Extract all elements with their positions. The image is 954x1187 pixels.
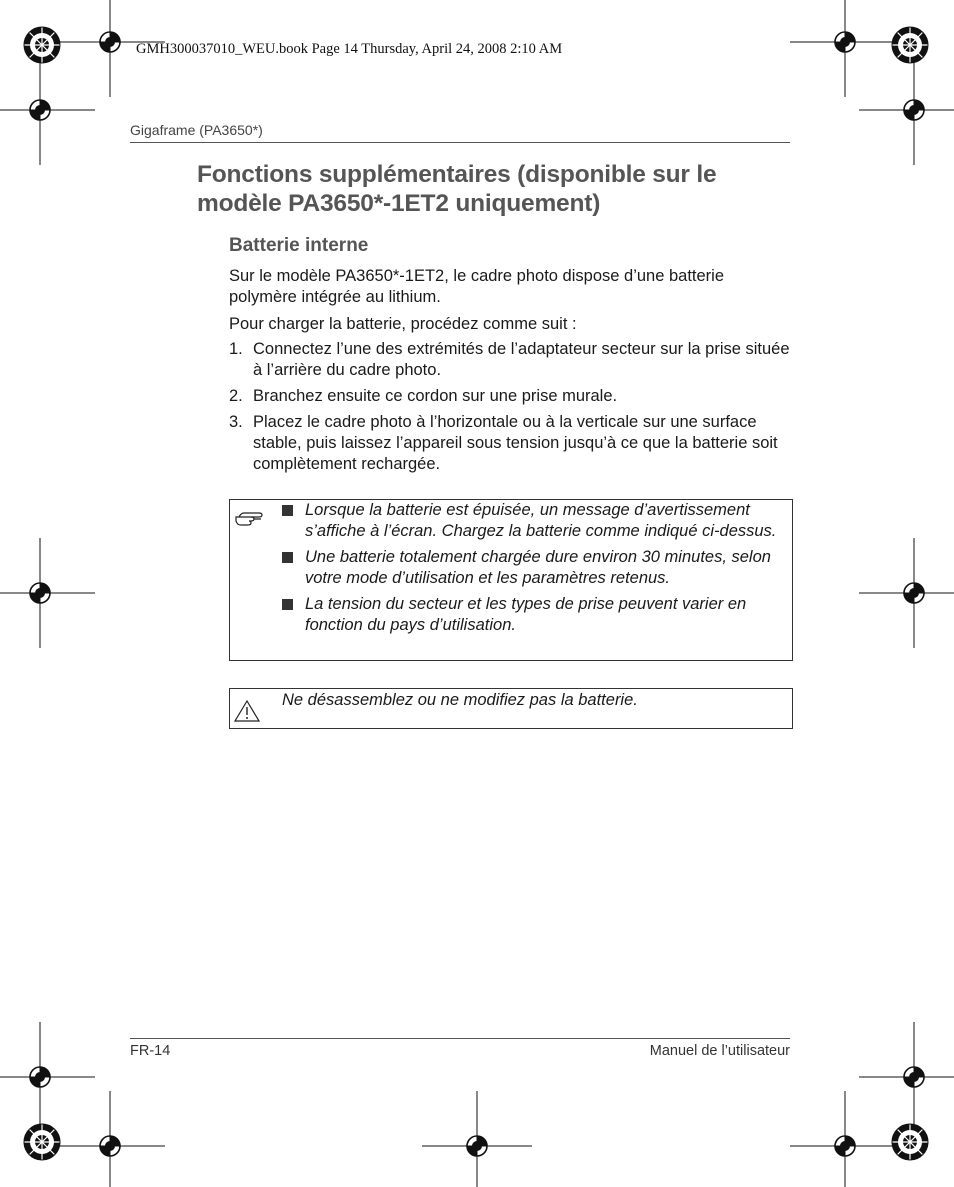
registration-mark-icon <box>859 1022 954 1132</box>
note-text: Lorsque la batterie est épuisée, un message d’avertissement s’affiche à l’écran. Chargez la batterie comme indiqué ci-dessus. <box>305 501 777 540</box>
color-target-icon <box>24 27 60 63</box>
warning-triangle-icon <box>234 699 260 723</box>
footer-title: Manuel de l’utilisateur <box>649 1043 790 1059</box>
list-item <box>229 412 794 475</box>
slug-line: GMH300037010_WEU.book Page 14 Thursday, April 24, 2008 2:10 AM <box>136 41 563 57</box>
registration-mark-icon <box>859 55 954 165</box>
page-number: FR-14 <box>130 1043 171 1059</box>
registration-mark-icon <box>859 538 954 648</box>
step-number: 3. <box>229 413 243 431</box>
registration-mark-icon <box>422 1091 532 1187</box>
registration-mark-icon <box>0 55 95 165</box>
page-title: Fonctions supplémentaires (disponible sur le modèle PA3650*-1ET2 uniquement) <box>197 161 717 217</box>
header-rule <box>130 142 790 143</box>
steps-list <box>229 339 794 480</box>
step-text: Branchez ensuite ce cordon sur une prise murale. <box>253 387 618 405</box>
list-item <box>229 339 794 381</box>
bullet-square-icon <box>282 599 293 610</box>
note-list <box>282 500 782 641</box>
color-target-icon <box>24 1124 60 1160</box>
note-text: La tension du secteur et les types de prise peuvent varier en fonction du pays d’utilisation. <box>305 595 747 634</box>
step-text: Connectez l’une des extrémités de l’adaptateur secteur sur la prise située à l’arrière du cadre photo. <box>253 340 790 379</box>
pointing-hand-icon <box>235 509 263 529</box>
step-number: 1. <box>229 340 243 358</box>
list-item <box>282 547 782 589</box>
running-head: Gigaframe (PA3650*) <box>130 122 263 138</box>
warning-text: Ne désassemblez ou ne modifiez pas la batterie. <box>282 691 638 709</box>
note-text: Une batterie totalement chargée dure environ 30 minutes, selon votre mode d’utilisation et les paramètres retenus. <box>305 548 771 587</box>
color-target-icon <box>892 27 928 63</box>
registration-mark-icon <box>790 1091 900 1187</box>
registration-mark-icon <box>0 538 95 648</box>
lead-paragraph: Pour charger la batterie, procédez comme suit : <box>229 315 577 333</box>
color-target-icon <box>892 1124 928 1160</box>
list-item <box>282 500 782 542</box>
list-item <box>229 386 794 407</box>
bullet-square-icon <box>282 552 293 563</box>
registration-mark-icon <box>0 1022 95 1132</box>
registration-mark-icon <box>55 1091 165 1187</box>
bullet-square-icon <box>282 505 293 516</box>
step-number: 2. <box>229 387 243 405</box>
intro-paragraph: Sur le modèle PA3650*-1ET2, le cadre photo dispose d’une batterie polymère intégrée au lithium. <box>229 267 725 306</box>
list-item <box>282 594 782 636</box>
note-box <box>229 499 793 661</box>
section-heading: Batterie interne <box>229 235 369 256</box>
footer-rule <box>130 1038 790 1039</box>
warning-box <box>229 688 793 729</box>
registration-mark-icon <box>790 0 900 97</box>
step-text: Placez le cadre photo à l’horizontale ou à la verticale sur une surface stable, puis laissez l’appareil sous tension jusqu’à ce que la batterie soit complètement rechargée. <box>253 413 778 473</box>
